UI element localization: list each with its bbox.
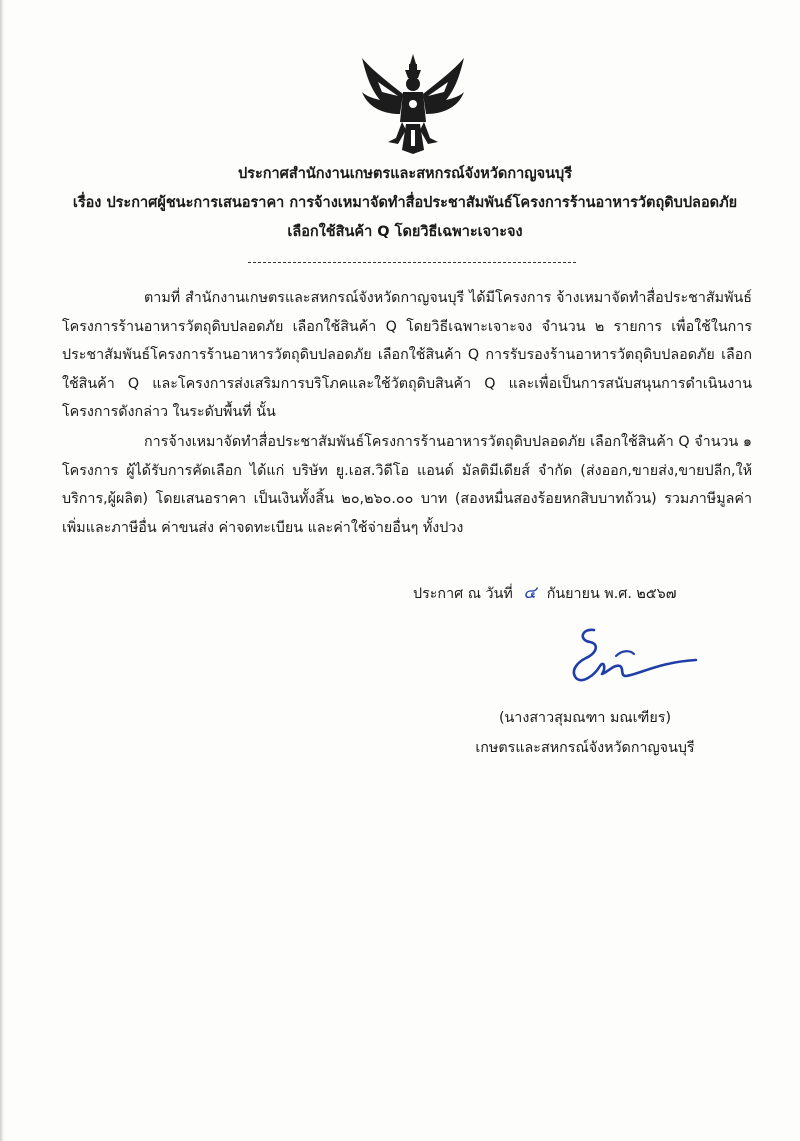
date-month-year: กันยายน พ.ศ. ๒๕๖๗ bbox=[546, 586, 677, 602]
header-method-line: เลือกใช้สินค้า Q โดยวิธีเฉพาะเจาะจง bbox=[287, 224, 523, 240]
body-paragraph-1 bbox=[62, 284, 752, 427]
header-divider bbox=[248, 262, 576, 263]
body-paragraph-2 bbox=[62, 428, 752, 542]
date-day: ๔ bbox=[523, 583, 537, 603]
signer-title: เกษตรและสหกรณ์จังหวัดกาญจนบุรี bbox=[475, 740, 695, 756]
signer-name: (นางสาวสุมณฑา มณเฑียร) bbox=[498, 710, 672, 726]
garuda-emblem-icon bbox=[358, 52, 468, 156]
handwritten-signature bbox=[560, 620, 700, 690]
announcement-header bbox=[60, 160, 750, 247]
announcement-date bbox=[413, 579, 713, 606]
date-prefix: ประกาศ ณ วันที่ bbox=[413, 586, 513, 602]
header-subject-line: เรื่อง ประกาศผู้ชนะการเสนอราคา การจ้างเหมาจัดทำสื่อประชาสัมพันธ์โครงการร้านอาหารวัตถุดิบปลอดภัย bbox=[72, 195, 738, 211]
paragraph-2-text: การจ้างเหมาจัดทำสื่อประชาสัมพันธ์โครงการร้านอาหารวัตถุดิบปลอดภัย เลือกใช้สินค้า Q จำนวน ๑ โครงการ ผู้ได้รับการคัดเลือก ได้แก่ บริษัท ยู.เอส.วิดีโอ แอนด์ มัลติมีเดียส์ จำกัด (ส่งออก,ขายส่ง,ขายปลีก,ให้บริการ,ผู้ผลิต) โดยเสนอราคา เป็นเงินทั้งสิ้น ๒๐,๒๖๐.๐๐ บาท (สองหมื่นสองร้อยหกสิบบาทถ้วน) รวมภาษีมูลค่าเพิ่มและภาษีอื่น ค่าขนส่ง ค่าจดทะเบียน และค่าใช้จ่ายอื่นๆ ทั้งปวง bbox=[62, 434, 752, 536]
scan-edge bbox=[0, 0, 4, 1141]
paragraph-1-text: ตามที่ สำนักงานเกษตรและสหกรณ์จังหวัดกาญจนบุรี ได้มีโครงการ จ้างเหมาจัดทำสื่อประชาสัมพันธ์โครงการร้านอาหารวัตถุดิบปลอดภัย เลือกใช้สินค้า Q โดยวิธีเฉพาะเจาะจง จำนวน ๒ รายการ เพื่อใช้ในการประชาสัมพันธ์โครงการร้านอาหารวัตถุดิบปลอดภัย เลือกใช้สินค้า Q การรับรองร้านอาหารวัตถุดิบปลอดภัย เลือกใช้สินค้า Q และโครงการส่งเสริมการบริโภคและใช้วัตถุดิบสินค้า Q และเพื่อเป็นการสนับสนุนการดำเนินงานโครงการดังกล่าว ในระดับพื้นที่ นั้น bbox=[62, 290, 752, 420]
header-org-line: ประกาศสำนักงานเกษตรและสหกรณ์จังหวัดกาญจนบุรี bbox=[237, 166, 573, 182]
